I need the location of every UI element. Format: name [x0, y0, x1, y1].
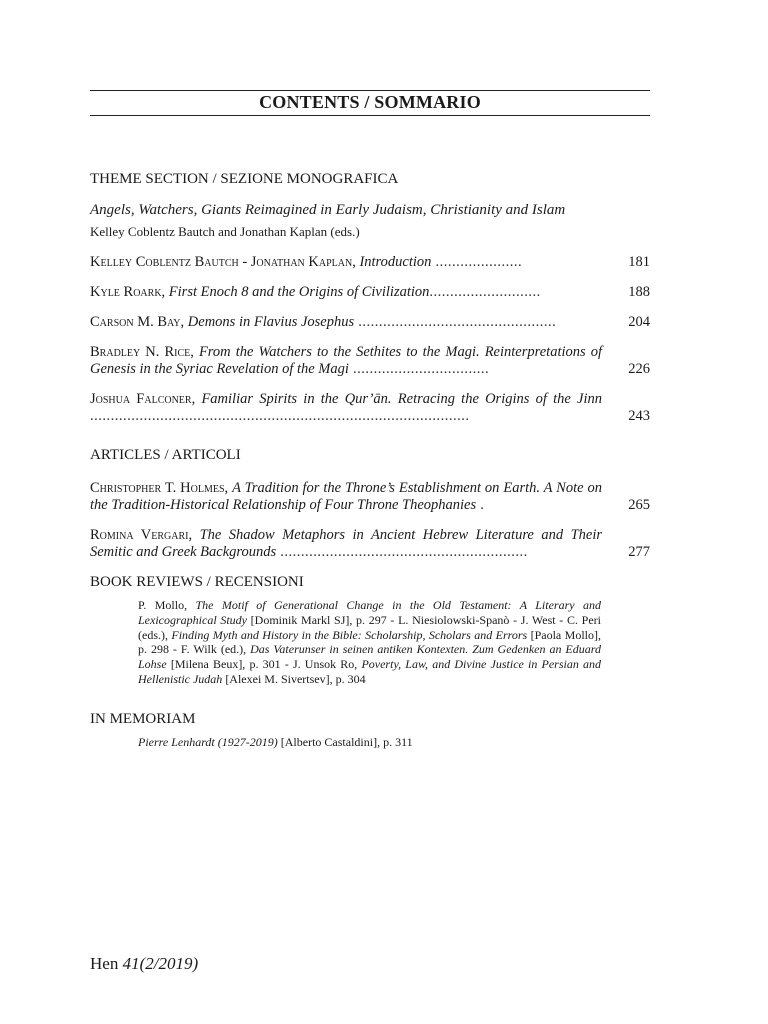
entry-title: Familiar Spirits in the Qur’ān. Retracing the Origins of the Jinn [201, 391, 602, 407]
entry-leader-dots: . [476, 497, 485, 513]
entry-separator: , [352, 254, 360, 270]
entry-leader-dots: ..................... [431, 254, 523, 270]
toc-entry[interactable] [90, 344, 650, 378]
entry-text [90, 284, 602, 301]
review-book-title[interactable]: The Motif of Generational Change in the Old Testament: A Literary and Lexicographical Study [138, 598, 601, 627]
entry-separator: , [191, 391, 202, 407]
entry-title: Demons in Flavius Josephus [187, 314, 355, 330]
review-text: [Milena Beux], p. 301 - J. Unsok Ro, [166, 657, 362, 672]
review-text: [Paola Mollo], p. 298 - F. Wilk (ed.), [138, 627, 601, 657]
entry-separator: , [161, 284, 169, 300]
review-text: P. Mollo, [138, 598, 196, 612]
memoriam-title: Pierre Lenhardt (1927-2019) [138, 734, 278, 749]
entry-title: From the Watchers to the Sethites to the Magi. Reinterpretations of Genesis in the Syriac Revelation of the Magi [90, 344, 602, 377]
article-entries [90, 480, 650, 561]
review-text: [Alexei M. Sivertsev], p. 304 [222, 671, 366, 686]
journal-footer [90, 954, 198, 974]
entry-text [90, 344, 602, 378]
entry-text [90, 391, 602, 425]
entry-page: 188 [628, 284, 650, 300]
articles-heading: ARTICLES / ARTICOLI [90, 447, 241, 463]
in-memoriam-entry[interactable] [138, 735, 650, 750]
entry-separator: , [180, 314, 188, 330]
book-reviews-list [138, 598, 601, 687]
entry-author: Kyle Roark [90, 284, 162, 300]
entry-page: 226 [628, 361, 650, 377]
toc-entry[interactable] [90, 254, 650, 271]
toc-entry[interactable] [90, 480, 650, 514]
entry-separator: , [188, 527, 200, 543]
entry-text [90, 314, 602, 331]
entry-page: 243 [628, 408, 650, 424]
journal-name: Hen [90, 954, 123, 973]
entry-leader-dots: ............................................................................................ [90, 408, 470, 424]
journal-issue: 41(2/2019) [122, 954, 199, 973]
entry-page: 181 [628, 254, 650, 270]
review-book-title[interactable]: Finding Myth and History in the Bible: Scholarship, Scholars and Errors [171, 627, 528, 642]
entry-author: Christopher T. Holmes [90, 480, 225, 496]
theme-entries [90, 254, 650, 425]
entry-leader-dots: ............................................................ [276, 544, 528, 560]
entry-author: Kelley Coblentz Bautch - Jonathan Kaplan [90, 254, 353, 270]
entry-page: 265 [628, 497, 650, 513]
in-memoriam-heading: IN MEMORIAM [90, 710, 196, 727]
toc-entry[interactable] [90, 527, 650, 561]
theme-title: Angels, Watchers, Giants Reimagined in Early Judaism, Christianity and Islam [90, 202, 566, 218]
entry-separator: , [224, 480, 233, 496]
review-book-title[interactable]: Poverty, Law, and Divine Justice in Persian and Hellenistic Judah [138, 657, 601, 686]
book-reviews-heading: BOOK REVIEWS / RECENSIONI [90, 574, 304, 590]
entry-title: Introduction [359, 254, 432, 270]
entry-leader-dots: ........................... [429, 284, 541, 300]
entry-author: Carson M. Bay [90, 314, 181, 330]
title-rule-box [90, 90, 650, 116]
entry-page: 204 [628, 314, 650, 330]
entry-text [90, 480, 602, 514]
review-text: [Dominik Markl SJ], p. 297 - L. Niesiolowski-Spanò - J. West - C. Peri (eds.), [138, 612, 601, 642]
page-title: CONTENTS / SOMMARIO [259, 92, 481, 112]
entry-author: Romina Vergari [90, 527, 189, 543]
entry-separator: , [190, 344, 199, 360]
entry-text [90, 527, 602, 561]
entry-page: 277 [628, 544, 650, 560]
toc-entry[interactable] [90, 284, 650, 301]
memoriam-rest: [Alberto Castaldini], p. 311 [277, 734, 413, 749]
entry-author: Bradley N. Rice [90, 344, 191, 360]
review-book-title[interactable]: Das Vaterunser in seinen antiken Kontexten. Zum Gedenken an Eduard Lohse [138, 642, 601, 672]
contents-page [90, 90, 650, 750]
entry-leader-dots: ................................................ [354, 314, 557, 330]
theme-editors: Kelley Coblentz Bautch and Jonathan Kaplan (eds.) [90, 224, 360, 239]
entry-title: The Shadow Metaphors in Ancient Hebrew Literature and Their Semitic and Greek Backgrounds [90, 527, 602, 560]
entry-author: Joshua Falconer [90, 391, 192, 407]
entry-text [90, 254, 602, 271]
entry-title: A Tradition for the Throne’s Establishment on Earth. A Note on the Tradition-Historical Relationship of Four Throne Theophanies [90, 480, 602, 513]
entry-leader-dots: ................................. [348, 361, 490, 377]
toc-entry[interactable] [90, 391, 650, 425]
toc-entry[interactable] [90, 314, 650, 331]
entry-title: First Enoch 8 and the Origins of Civilization [168, 284, 430, 300]
theme-section-heading: THEME SECTION / SEZIONE MONOGRAFICA [90, 171, 399, 187]
